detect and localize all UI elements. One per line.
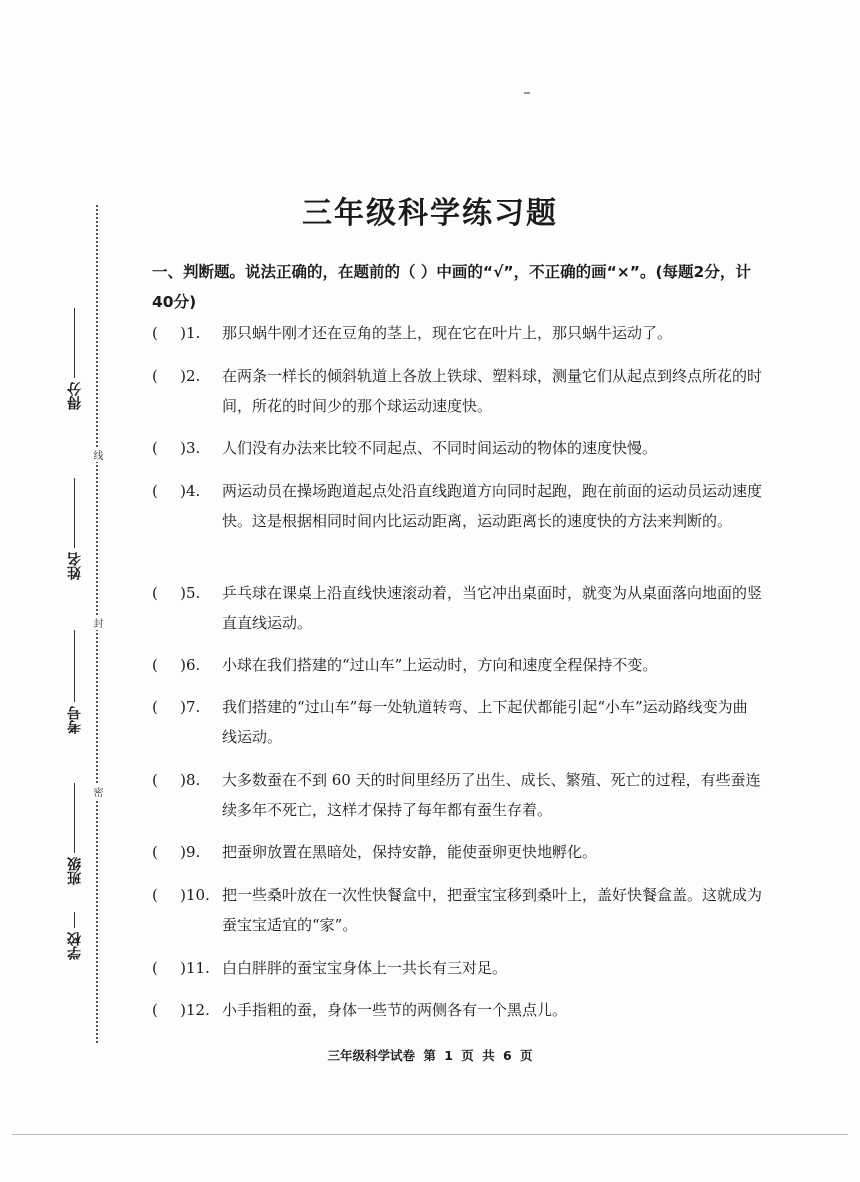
- answer-box-12[interactable]: ( ): [152, 1001, 186, 1019]
- question-number: 11.: [186, 959, 210, 977]
- question-4: [152, 476, 762, 536]
- question-9: [152, 837, 762, 867]
- question-number: 10.: [186, 886, 210, 904]
- field-name-blank[interactable]: [75, 478, 76, 548]
- field-exam-number-blank[interactable]: [75, 630, 76, 702]
- field-class[interactable]: [58, 765, 92, 885]
- question-text: 在两条一样长的倾斜轨道上各放上铁球、塑料球，测量它们从起点到终点所花的时间，所花的时间少的那个球运动速度快。: [222, 367, 763, 415]
- question-text: 两运动员在操场跑道起点处沿直线跑道方向同时起跑，跑在前面的运动员运动速度快。这是根据相同时间内比运动距离，运动距离长的速度快的方法来判断的。: [222, 482, 763, 530]
- answer-box-11[interactable]: ( ): [152, 959, 186, 977]
- section-1-header: 一、判断题。说法正确的，在题前的（ ）中画的“√”，不正确的画“×”。(每题2分，计40分): [152, 263, 751, 311]
- question-3: [152, 433, 762, 463]
- field-exam-number[interactable]: [58, 612, 92, 734]
- binding-mark-xian: 线: [91, 450, 102, 460]
- question-6: [152, 650, 762, 680]
- question-text: 小手指粗的蚕，身体一些节的两侧各有一个黑点儿。: [222, 1001, 568, 1019]
- question-1: [152, 318, 762, 348]
- question-number: 4.: [186, 482, 201, 500]
- field-exam-number-label: 考号: [67, 706, 83, 734]
- question-number: 9.: [186, 843, 201, 861]
- field-school[interactable]: [58, 900, 92, 960]
- answer-box-1[interactable]: ( ): [152, 324, 186, 342]
- question-text: 我们搭建的“过山车”每一处轨道转弯、上下起伏都能引起“小车”运动路线变为曲线运动。: [222, 698, 748, 746]
- question-2: [152, 361, 762, 421]
- scan-mark: [524, 92, 530, 94]
- question-10: [152, 880, 762, 940]
- field-class-blank[interactable]: [75, 783, 76, 853]
- question-7: [152, 692, 762, 752]
- field-name[interactable]: [58, 460, 92, 580]
- question-text: 乒乓球在课桌上沿直线快速滚动着，当它冲出桌面时，就变为从桌面落向地面的竖直直线运动。: [222, 584, 763, 632]
- binding-mark-feng: 封: [91, 618, 102, 628]
- question-12: [152, 995, 762, 1025]
- question-text: 小球在我们搭建的“过山车”上运动时，方向和速度全程保持不变。: [222, 656, 658, 674]
- answer-box-7[interactable]: ( ): [152, 698, 186, 716]
- question-number: 8.: [186, 771, 201, 789]
- field-score[interactable]: [58, 290, 92, 410]
- answer-box-4[interactable]: ( ): [152, 482, 186, 500]
- question-number: 12.: [186, 1001, 210, 1019]
- page-footer: 三年级科学试卷 第 1 页 共 6 页: [327, 1048, 533, 1063]
- page-edge-line: [12, 1134, 848, 1135]
- answer-box-8[interactable]: ( ): [152, 771, 186, 789]
- question-text: 白白胖胖的蚕宝宝身体上一共长有三对足。: [222, 959, 508, 977]
- question-number: 3.: [186, 439, 201, 457]
- page-title: 三年级科学练习题: [302, 196, 558, 231]
- answer-box-2[interactable]: ( ): [152, 367, 186, 385]
- answer-box-10[interactable]: ( ): [152, 886, 186, 904]
- question-text: 把蚕卵放置在黑暗处，保持安静，能使蚕卵更快地孵化。: [222, 843, 598, 861]
- answer-box-6[interactable]: ( ): [152, 656, 186, 674]
- binding-mark-mi: 密: [91, 787, 102, 797]
- question-text: 把一些桑叶放在一次性快餐盒中，把蚕宝宝移到桑叶上，盖好快餐盒盖。这就成为蚕宝宝适宜的“家”。: [222, 886, 763, 934]
- field-name-label: 姓名: [67, 552, 83, 580]
- question-text: 人们没有办法来比较不同起点、不同时间运动的物体的速度快慢。: [222, 439, 658, 457]
- field-class-label: 班级: [67, 857, 83, 885]
- field-score-blank[interactable]: [75, 308, 76, 378]
- field-score-label: 得分: [67, 382, 83, 410]
- question-8: [152, 765, 762, 825]
- question-number: 2.: [186, 367, 201, 385]
- question-11: [152, 953, 762, 983]
- question-number: 5.: [186, 584, 201, 602]
- question-text: 大多数蚕在不到 60 天的时间里经历了出生、成长、繁殖、死亡的过程，有些蚕连续多年不死亡，这样才保持了每年都有蚕生存着。: [222, 771, 761, 819]
- field-school-label: 学校: [67, 932, 83, 960]
- question-number: 6.: [186, 656, 201, 674]
- field-school-blank[interactable]: [75, 912, 76, 928]
- answer-box-5[interactable]: ( ): [152, 584, 186, 602]
- question-number: 1.: [186, 324, 201, 342]
- answer-box-9[interactable]: ( ): [152, 843, 186, 861]
- question-number: 7.: [186, 698, 201, 716]
- question-5: [152, 578, 762, 638]
- answer-box-3[interactable]: ( ): [152, 439, 186, 457]
- question-text: 那只蜗牛刚才还在豆角的茎上，现在它在叶片上，那只蜗牛运动了。: [222, 324, 673, 342]
